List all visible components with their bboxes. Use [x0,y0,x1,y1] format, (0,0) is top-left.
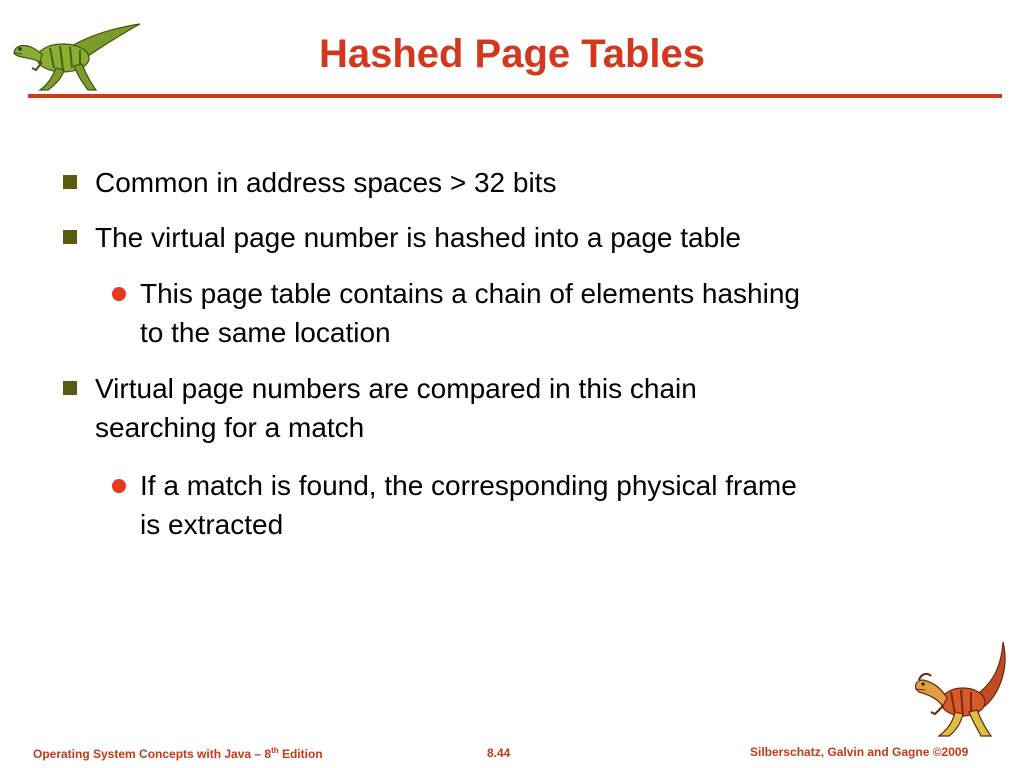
footer-book-title [33,746,323,762]
round-bullet-icon [112,287,126,301]
bullet-line: Virtual page numbers are compared in this chain [95,373,697,404]
sub-bullet-line: If a match is found, the corresponding physical frame [140,470,797,501]
sub-bullet-line: to the same location [140,317,391,348]
sub-bullet-text [140,466,960,544]
dinosaur-mascot-icon [905,636,1013,740]
sub-bullet-line: is extracted [140,509,284,540]
footer-book-superscript: th [271,746,279,755]
footer-book-prefix: Operating System Concepts with Java – 8 [33,747,272,761]
bullet-line: searching for a match [95,412,365,443]
square-bullet-icon [63,381,77,395]
bullet-text: The virtual page number is hashed into a page table [95,222,741,253]
slide-title: Hashed Page Tables [318,32,706,76]
bullet-text [95,369,975,447]
footer-book-suffix: Edition [278,747,323,761]
round-bullet-icon [112,479,126,493]
footer-page-number: 8.44 [487,746,511,760]
square-bullet-icon [63,175,77,189]
footer-copyright: Silberschatz, Galvin and Gagne ©2009 [750,745,969,759]
sub-bullet-line: This page table contains a chain of elements hashing [140,278,800,309]
bullet-text: Common in address spaces > 32 bits [95,167,557,198]
sub-bullet-text [140,274,960,352]
square-bullet-icon [63,230,77,244]
